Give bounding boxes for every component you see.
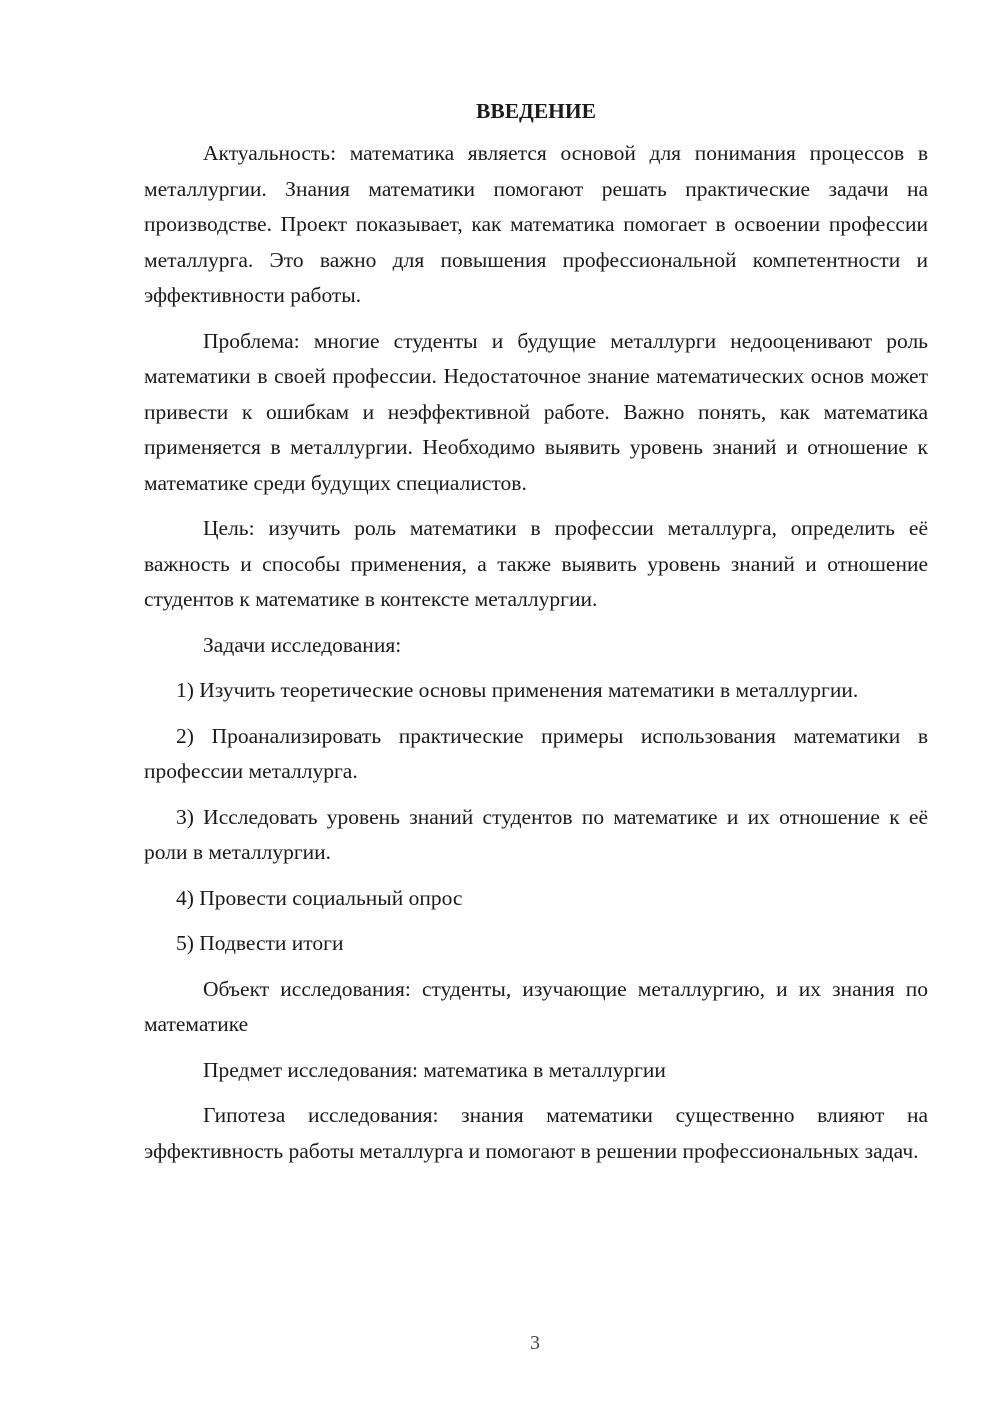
paragraph-object: Объект исследования: студенты, изучающие металлургию, и их знания по математике: [144, 976, 928, 1036]
list-item: 5) Подвести итоги: [176, 931, 344, 955]
paragraph-problem: Проблема: многие студенты и будущие металлурги недооценивают роль математики в своей профессии. Недостаточное знание математических основ может привести к ошибкам и неэффективной работе. Важно понять, как математика применяется в металлургии. Необходимо выявить уровень знаний и отношение к математике среди будущих специалистов.: [144, 328, 928, 495]
document-page: [144, 96, 928, 1179]
paragraph-relevance: Актуальность: математика является основой для понимания процессов в металлургии. Знания математики помогают решать практические задачи на производстве. Проект показывает, как математика помогает в освоении профессии металлурга. Это важно для повышения профессиональной компетентности и эффективности работы.: [144, 141, 928, 307]
paragraph-hypothesis: Гипотеза исследования: знания математики существенно влияют на эффективность работы металлурга и помогают в решении профессиональных задач.: [144, 1103, 928, 1163]
paragraph-goal: Цель: изучить роль математики в профессии металлурга, определить её важность и способы применения, а также выявить уровень знаний и отношение студентов к математике в контексте металлургии.: [144, 516, 928, 611]
list-item: 3) Исследовать уровень знаний студентов по математике и их отношение к её роли в металлургии.: [144, 804, 928, 864]
list-item: 4) Провести социальный опрос: [176, 885, 463, 910]
page-number: 3: [530, 1332, 540, 1354]
paragraph-subject: Предмет исследования: математика в металлургии: [203, 1057, 666, 1082]
list-item: 2) Проанализировать практические примеры использования математики в профессии металлурга.: [144, 723, 928, 783]
page-title: ВВЕДЕНИЕ: [476, 99, 596, 123]
list-item: 1) Изучить теоретические основы применения математики в металлургии.: [176, 678, 859, 702]
tasks-heading: Задачи исследования:: [203, 632, 402, 657]
tasks-list: [144, 673, 928, 962]
